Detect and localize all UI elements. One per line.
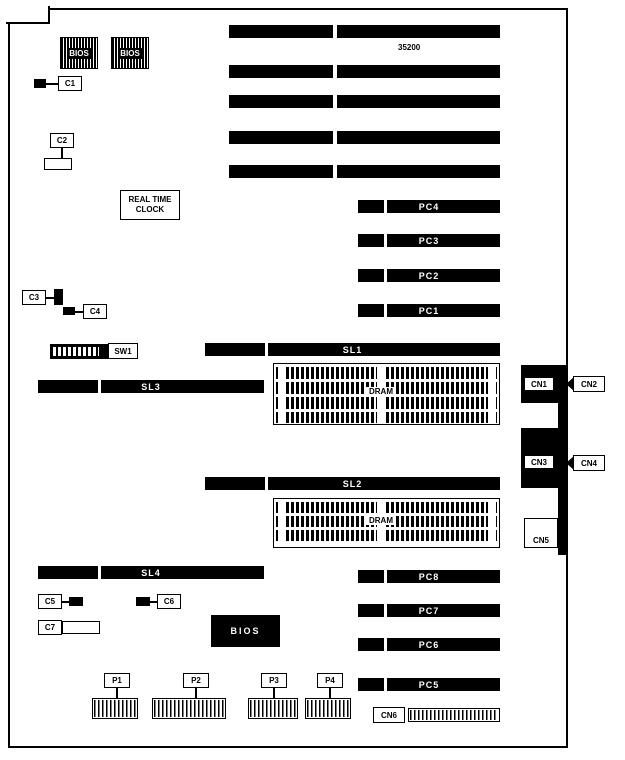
jumper-c7-pad[interactable] — [62, 621, 100, 634]
jumper-c2-pad[interactable] — [44, 158, 72, 170]
pin-header-p2[interactable] — [152, 698, 226, 719]
jumper-c4-lead — [75, 311, 83, 313]
dram-socket-row[interactable] — [276, 367, 497, 379]
connector-cn5-edge — [558, 505, 568, 555]
bios-chip-3 — [211, 615, 280, 647]
jumper-c6-lead — [150, 601, 157, 603]
pci-slot-label: PC6 — [418, 639, 440, 650]
jumper-c7-label: C7 — [38, 620, 62, 635]
slot-key-gap — [333, 95, 337, 108]
pci-slot-pc1[interactable] — [358, 304, 500, 317]
pin-header-p2-lead — [195, 688, 197, 698]
board-notch-cover — [4, 4, 44, 18]
slot-key-gap — [333, 25, 337, 38]
pin-header-p3-lead — [273, 688, 275, 698]
expansion-slot-sl2[interactable] — [205, 477, 500, 490]
jumper-c3-label: C3 — [22, 290, 46, 305]
pci-slot-pc3[interactable] — [358, 234, 500, 247]
connector-cn1-pin — [537, 396, 547, 402]
jumper-c1-label: C1 — [58, 76, 82, 91]
connector-cn3-pin — [537, 430, 547, 436]
pin-header-p3-pins[interactable] — [250, 700, 296, 717]
dram-socket-row[interactable] — [276, 412, 497, 423]
connector-cn6-pins[interactable] — [410, 710, 498, 720]
dip-switch-positions[interactable] — [53, 347, 99, 356]
connector-cn5[interactable]: CN5 — [524, 518, 558, 548]
pci-slot-label: PC2 — [418, 270, 440, 281]
pin-header-p4-lead — [329, 688, 331, 698]
pci-slot-pc6[interactable] — [358, 638, 500, 651]
pin-header-p2-label: P2 — [183, 673, 209, 688]
slot-key-gap — [333, 165, 337, 178]
dram-divider — [488, 499, 495, 547]
pci-slot-label: PC7 — [418, 605, 440, 616]
slot-key-gap — [333, 131, 337, 144]
expansion-slot-sl3[interactable] — [38, 380, 264, 393]
bios-chip-3-text: BIOS — [230, 626, 261, 636]
connector-cn4-label: CN4 — [573, 455, 605, 471]
jumper-c4-label: C4 — [83, 304, 107, 319]
connector-cn3-pin — [537, 480, 547, 486]
pin-header-p1-pins[interactable] — [94, 700, 136, 717]
expansion-slot-sl4[interactable] — [38, 566, 264, 579]
slot-key-gap — [333, 65, 337, 78]
jumper-c5-label: C5 — [38, 594, 62, 609]
jumper-c2-lead — [61, 148, 63, 158]
jumper-c3-pad[interactable] — [54, 289, 63, 305]
expansion-slot-5[interactable] — [229, 165, 500, 178]
connector-cn6[interactable] — [408, 708, 500, 722]
dip-switch-sw1-label: SW1 — [108, 343, 138, 359]
jumper-c5-pad[interactable] — [69, 597, 83, 606]
dram-divider — [278, 499, 285, 547]
board-right-edge-rail — [558, 365, 568, 505]
pin-header-p1-lead — [116, 688, 118, 698]
dram-divider — [278, 364, 285, 424]
slot-label: SL4 — [141, 567, 161, 578]
pci-slot-pc8[interactable] — [358, 570, 500, 583]
expansion-slot-2[interactable] — [229, 65, 500, 78]
dram-bank-2-label: DRAM — [366, 516, 396, 525]
pci-slot-label: PC3 — [418, 235, 440, 246]
slot-label: SL1 — [342, 344, 363, 355]
bios-chip-2-label — [111, 37, 149, 69]
pin-header-p3-label: P3 — [261, 673, 287, 688]
connector-cn1-label: CN1 — [524, 377, 554, 391]
dram-socket-row[interactable] — [276, 502, 497, 513]
real-time-clock-line1: REAL TIME — [128, 195, 172, 205]
speed-label: 35200 — [398, 43, 421, 52]
pci-slot-pc4[interactable] — [358, 200, 500, 213]
jumper-c2-label: C2 — [50, 133, 74, 148]
bios-chip-1-text: BIOS — [69, 48, 89, 58]
dram-bank-1-label: DRAM — [366, 387, 396, 396]
slot-label: SL2 — [342, 478, 363, 489]
pci-slot-label: PC5 — [418, 679, 440, 690]
expansion-slot-3[interactable] — [229, 95, 500, 108]
slot-label: SL3 — [141, 381, 161, 392]
jumper-c4-pad[interactable] — [63, 307, 75, 315]
pin-header-p1[interactable] — [92, 698, 138, 719]
jumper-c6-pad[interactable] — [136, 597, 150, 606]
pci-slot-label: PC8 — [418, 571, 440, 582]
dram-divider — [488, 364, 495, 424]
real-time-clock-line2: CLOCK — [135, 205, 165, 214]
connector-cn1-pin — [537, 366, 547, 372]
bios-chip-2-text: BIOS — [120, 48, 140, 58]
connector-cn3-label: CN3 — [524, 455, 554, 469]
expansion-slot-1[interactable] — [229, 25, 500, 38]
pci-slot-label: PC1 — [418, 305, 440, 316]
pci-slot-pc5[interactable] — [358, 678, 500, 691]
pin-header-p4[interactable] — [305, 698, 351, 719]
expansion-slot-sl1[interactable] — [205, 343, 500, 356]
connector-cn6-label: CN6 — [373, 707, 405, 723]
pci-slot-pc7[interactable] — [358, 604, 500, 617]
real-time-clock — [120, 190, 180, 220]
dram-socket-row[interactable] — [276, 530, 497, 541]
pin-header-p2-pins[interactable] — [154, 700, 224, 717]
dip-switch-sw1[interactable] — [50, 344, 108, 359]
pin-header-p4-label: P4 — [317, 673, 343, 688]
expansion-slot-4[interactable] — [229, 131, 500, 144]
connector-cn2-label: CN2 — [573, 376, 605, 392]
jumper-c3-lead — [46, 297, 54, 299]
pci-slot-pc2[interactable] — [358, 269, 500, 282]
bios-chip-1-label — [60, 37, 98, 69]
pin-header-p3[interactable] — [248, 698, 298, 719]
jumper-c1-pad[interactable] — [34, 79, 46, 88]
dram-socket-row[interactable] — [276, 397, 497, 409]
pin-header-p1-label: P1 — [104, 673, 130, 688]
jumper-c6-label: C6 — [157, 594, 181, 609]
pin-header-p4-pins[interactable] — [307, 700, 349, 717]
jumper-c5-lead — [62, 601, 69, 603]
jumper-c1-lead — [46, 83, 58, 85]
pci-slot-label: PC4 — [418, 201, 440, 212]
